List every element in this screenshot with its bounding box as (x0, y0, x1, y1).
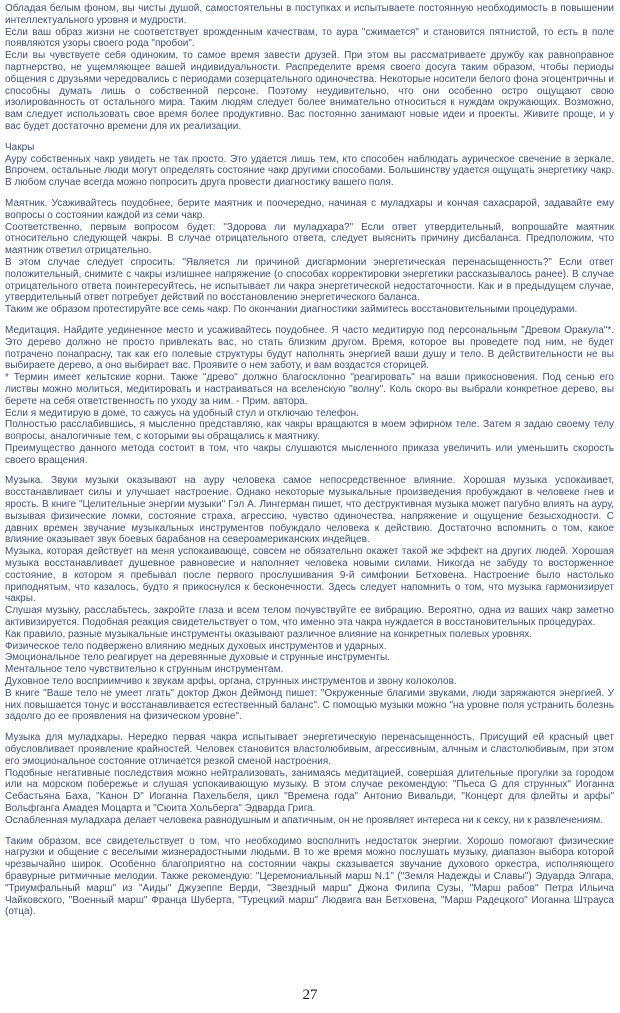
paragraph: В книге "Ваше тело не умеет лгать" доктор Джон Деймонд пишет: "Окруженные благими звуками, люди заряжаются энергией. У них повышается тонус и восстанавливается естественный баланс". С помощью музыки можно "на уровне поля устранить болезнь задолго до ее проявления на физическом уровне". (5, 687, 614, 723)
paragraph: Если вы чувствуете себя одиноким, то самое время завести друзей. При этом вы рассматриваете дружбу как равноправное партнерство, не ущемляющее вашей индивидуальности. Распределите время своего досуга таким образом, чтобы периоды общения с друзьями чередовались с периодами созерцательного одиночества. Некоторые носители белого фона эгоцентричны и способны думать лишь о собственной персоне. Поэтому неудивительно, что они особенно остро ощущают свою изолированность от остального мира. Таким людям следует более внимательно относиться к нуждам окружающих. Возможно, вам следует использовать свое время более продуктивно. Вас постоянно занимают новые идеи и проекты. Живите проще, и у вас будет достаточно времени для их реализации. (5, 50, 614, 132)
paragraph: Эмоциональное тело реагирует на деревянные духовые и струнные инструменты. (5, 652, 390, 664)
paragraph: Физическое тело подвержено влиянию медных духовых инструментов и ударных. (5, 640, 387, 652)
paragraph: Таким образом, все свидетельствует о том, что необходимо восполнить недостаток энергии. Хорошо помогают физические нагрузки и общение с веселыми жизнерадостными людьми. В то же время можно послушать музыку, диапазон выбора которой чрезвычайно широк. Особенно благоприятно на состоянии чакры сказывается звучание духового оркестра, исполняющего бравурные ритмичные мелодии. Также рекомендую: "Церемониальный марш N.1" ("Земля Надежды и Славы") Эдуарда Элгара, "Триумфальный марш" из "Аиды" Джузеппе Верди, "Звездный марш" Джона Филипа Сузы, "Марш рабов" Петра Ильича Чайковского, "Военный марш" Франца Шуберта, "Турецкий марш" Людвига ван Бетховена, "Марш Радецкого" Иоганна Штрауса (отца). (5, 835, 614, 918)
paragraph: Ослабленная муладхара делает человека равнодушным и апатичным, он не проявляет интереса ни к сексу, ни к развлечениям. (5, 814, 603, 826)
paragraph: Соответственно, первым вопросом будет: "Здорова ли муладхара?" Если ответ утвердительный, вопрошайте маятник относительно следующей чакры. В случае отрицательного ответа, следует выяснить причину дисбаланса. Предположим, что маятник ответил отрицательно. (5, 221, 614, 257)
paragraph: Полностью расслабившись, я мысленно представляю, как чакры вращаются в моем эфирном теле. Затем я задаю своему телу вопросы, аналогичные тем, с которыми вы обращались к маятнику. (5, 419, 614, 443)
paragraph: Чакры (5, 141, 35, 153)
paragraph: Преимущество данного метода состоит в том, что чакры слушаются мысленного приказа увеличить или уменьшить скорость своего вращения. (5, 442, 614, 466)
page-number: 27 (302, 987, 318, 1003)
paragraph: Обладая белым фоном, вы чисты душой, самостоятельны в поступках и испытываете постоянную необходимость в повышении интеллектуального уровня и мудрости. (5, 3, 614, 26)
paragraph: Духовное тело восприимчиво к звукам арфы, органа, струнных инструментов и звону колоколов. (5, 676, 457, 688)
paragraph: Ауру собственных чакр увидеть не так просто. Это удается лишь тем, кто способен наблюдать аурическое свечение в зеркале. Впрочем, остальные люди могут определять состояние чакр другими способами. Большинству удается ощущать энергетику чакр. В любом случае всегда можно попросить друга провести диагностику вашего поля. (5, 153, 614, 189)
paragraph: Таким же образом протестируйте все семь чакр. По окончании диагностики займитесь восстановительными процедурами. (5, 304, 578, 316)
paragraph: Подобные негативные последствия можно нейтрализовать, занимаясь медитацией, совершая длительные прогулки за городом или на морском побережье и слушая успокаивающую музыку. В этом случае рекомендую: "Пьеса G для струнных" Иоганна Себастьяна Баха, "Канон D" Иоганна Пахельбеля, цикл "Времена года" Антонио Вивальди, "Концерт для флейты и арфы" Вольфганга Амадея Моцарта и "Сюита Хольберга" Эдварда Грига. (5, 767, 614, 814)
paragraph: Медитация. Найдите уединенное место и усаживайтесь поудобнее. Я часто медитирую под персональным "Древом Оракула"*. Это дерево должно не просто привлекать вас, но стать близким другом. Время, которое вы проведете под ним, не будет потрачено понапрасну, так как его полевые структуры будут наполнять энергией ваши душу и тело. В действительности не вы выбираете дерево, а оно выбирает вас. Проявите о нем заботу, и вам воздастся сторицей. (5, 324, 614, 372)
paragraph: Как правило, разные музыкальные инструменты оказывают различное влияние на конкретных полевых уровнях. (5, 628, 533, 640)
paragraph: Слушая музыку, расслабьтесь, закройте глаза и всем телом почувствуйте ее вибрацию. Вероятно, одна из ваших чакр заметно активизируется. Подобная реакция свидетельствует о том, что именно эта чакра нуждается в восстановительных процедурах. (5, 605, 614, 629)
paragraph: В этом случае следует спросить: "Является ли причиной дисгармонии энергетическая перенасыщенность?" Если ответ положительный, снимите с чакры излишнее напряжение (о способах корректировки энергетики рассказывалось ранее). В случае отрицательного ответа поинтересуйтесь, не испытывает ли чакра энергетической недостаточности. Как и в предыдущем случае, утвердительный ответ потребует действий по восстановлению энергетического баланса. (5, 256, 614, 304)
paragraph: Музыка. Звуки музыки оказывают на ауру человека самое непосредственное влияние. Хорошая музыка успокаивает, восстанавливает силы и улучшает настроение. Однако некоторые музыкальные произведения пробуждают в человеке гнев и ярость. В книге "Целительные энергии музыки" Гэл А. Лингерман пишет, что деструктивная музыка может пагубно влиять на ауру, вызывая физические ломки, состояние страха, агрессию, чувство одиночества, напряжение и ощущение безысходности. С давних времен звучание музыкальных инструментов побуждало человека к действию. Достаточно вспомнить о том, какое влияние оказывает звук боевых барабанов на североамериканских индейцев. (5, 475, 614, 546)
paragraph: Ментальное тело чувствительно к струнным инструментам. (5, 664, 284, 676)
paragraph: Музыка, которая действует на меня успокаивающе, совсем не обязательно окажет такой же эффект на других людей. Хорошая музыка восстанавливает душевное равновесие и наполняет человека новыми силами. Никогда не забуду то восторженное состояние, в котором я пребывал после первого прослушивания 9-й симфонии Бетховена. Настроение было настолько приподнятым, что казалось, будто я прикоснулся к бесконечности. Здесь следует напомнить о том, что музыка гармонизирует чакры. (5, 546, 614, 605)
paragraph: Маятник. Усаживайтесь поудобнее, берите маятник и поочередно, начиная с муладхары и кончая сахасрарой, задавайте ему вопросы о состоянии каждой из семи чакр. (5, 197, 614, 221)
paragraph: Если ваш образ жизни не соответствует врожденным качествам, то аура "сжимается" и становится пятнистой, то есть в поле появляются узоры своего рода "пробои". (5, 26, 614, 50)
paragraph: * Термин имеет кельтские корни. Также "древо" должно благосклонно "реагировать" на ваши прикосновения. Под сенью его листвы можно молиться, медитировать и настраиваться на вселенскую "волну". Коль скоро вы выбрали конкретное дерево, вы берете на себя ответственность по уходу за ним. - Прим. автора. (5, 372, 614, 407)
paragraph: Если я медитирую в доме, то сажусь на удобный стул и отключаю телефон. (5, 407, 359, 419)
paragraph: Музыка для муладхары. Нередко первая чакра испытывает энергетическую перенасыщенность. Присущий ей красный цвет обусловливает проявление крайностей. Человек становится властолюбивым, агрессивным, алчным и сластолюбивым, при этом его эмоциональное состояние отличается резкой сменой настроения. (5, 732, 614, 767)
